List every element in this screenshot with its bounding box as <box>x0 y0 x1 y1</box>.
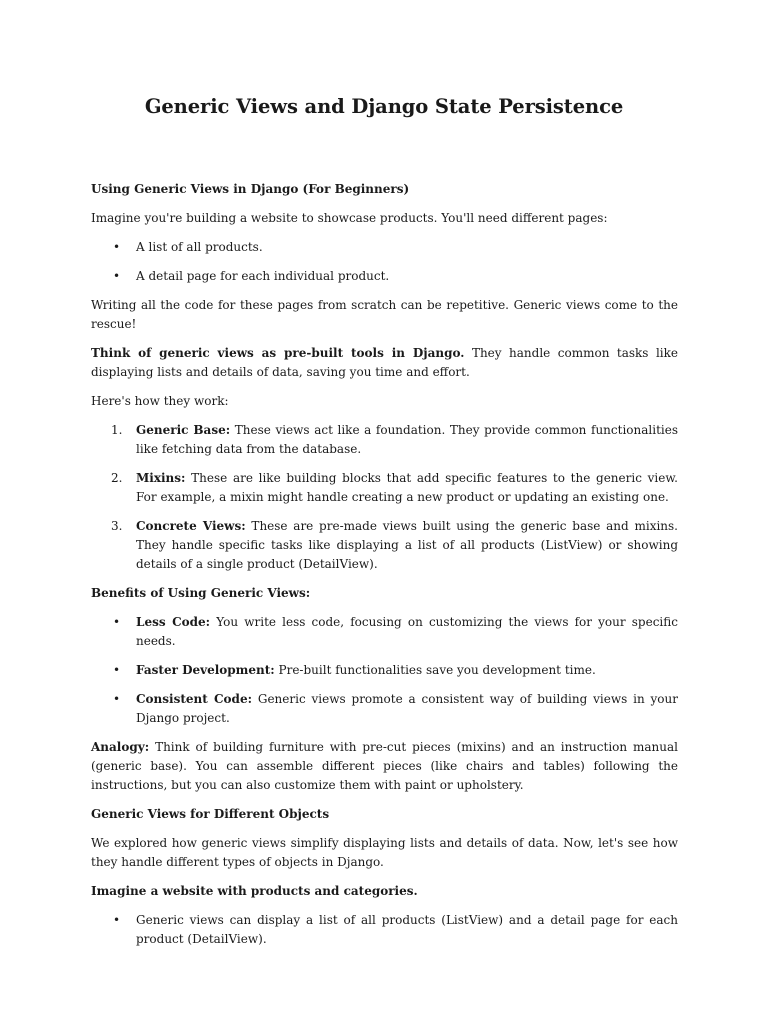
imagine-heading: Imagine a website with products and categories. <box>91 884 418 898</box>
list-item: 3. Concrete Views: These are pre-made views built using the generic base and mixins. They handle specific tasks like displaying a list of all products (ListView) or showing details of a single product (DetailView). <box>111 519 678 571</box>
page-title: Generic Views and Django State Persistence <box>144 95 624 118</box>
document-body <box>91 180 678 959</box>
bullet-icon: • <box>113 269 121 283</box>
think-paragraph: Think of generic views as pre-built tools in Django. They handle common tasks like displaying lists and details of data, saving you time and effort. <box>91 346 679 379</box>
list-number: 2. <box>111 471 123 485</box>
pages-list <box>91 238 678 286</box>
list-number: 3. <box>111 519 123 533</box>
bullet-icon: • <box>113 692 121 706</box>
list-item: • A detail page for each individual product. <box>91 267 678 286</box>
bullet-icon: • <box>113 240 121 254</box>
section-heading-beginners: Using Generic Views in Django (For Beginners) <box>91 182 410 196</box>
section-heading-benefits: Benefits of Using Generic Views: <box>91 586 311 600</box>
intro-paragraph: Imagine you're building a website to showcase products. You'll need different pages: <box>91 211 608 225</box>
objects-intro-paragraph: We explored how generic views simplify displaying lists and details of data. Now, let's see how they handle different types of objects in Django. <box>91 836 678 869</box>
list-number: 1. <box>111 423 123 437</box>
list-item: 1. Generic Base: These views act like a foundation. They provide common functionalities like fetching data from the database. <box>111 423 678 456</box>
list-item: • Faster Development: Pre-built functionalities save you development time. <box>91 661 678 680</box>
list-item: • A list of all products. <box>91 238 678 257</box>
how-list <box>91 421 678 574</box>
list-item: • Generic views can display a list of all products (ListView) and a detail page for each product (DetailView). <box>113 913 678 946</box>
list-item: • Less Code: You write less code, focusing on customizing the views for your specific needs. <box>113 615 678 648</box>
section-heading-objects: Generic Views for Different Objects <box>91 807 330 821</box>
objects-list <box>91 911 678 949</box>
bold-lead: Think of generic views as pre-built tools in Django. <box>91 346 465 360</box>
repetitive-paragraph: Writing all the code for these pages from scratch can be repetitive. Generic views come to the rescue! <box>91 298 678 331</box>
analogy-paragraph: Analogy: Think of building furniture with pre-cut pieces (mixins) and an instruction manual (generic base). You can assemble different pieces (like chairs and tables) following the instructions, but you can also customize them with paint or upholstery. <box>91 740 678 792</box>
bullet-icon: • <box>113 663 121 677</box>
list-item: 2. Mixins: These are like building blocks that add specific features to the generic view. For example, a mixin might handle creating a new product or updating an existing one. <box>111 471 678 504</box>
bullet-icon: • <box>113 615 121 629</box>
benefits-list <box>91 613 678 728</box>
list-item: • Consistent Code: Generic views promote a consistent way of building views in your Django project. <box>113 692 678 725</box>
how-paragraph: Here's how they work: <box>91 394 229 408</box>
bullet-icon: • <box>113 913 121 927</box>
